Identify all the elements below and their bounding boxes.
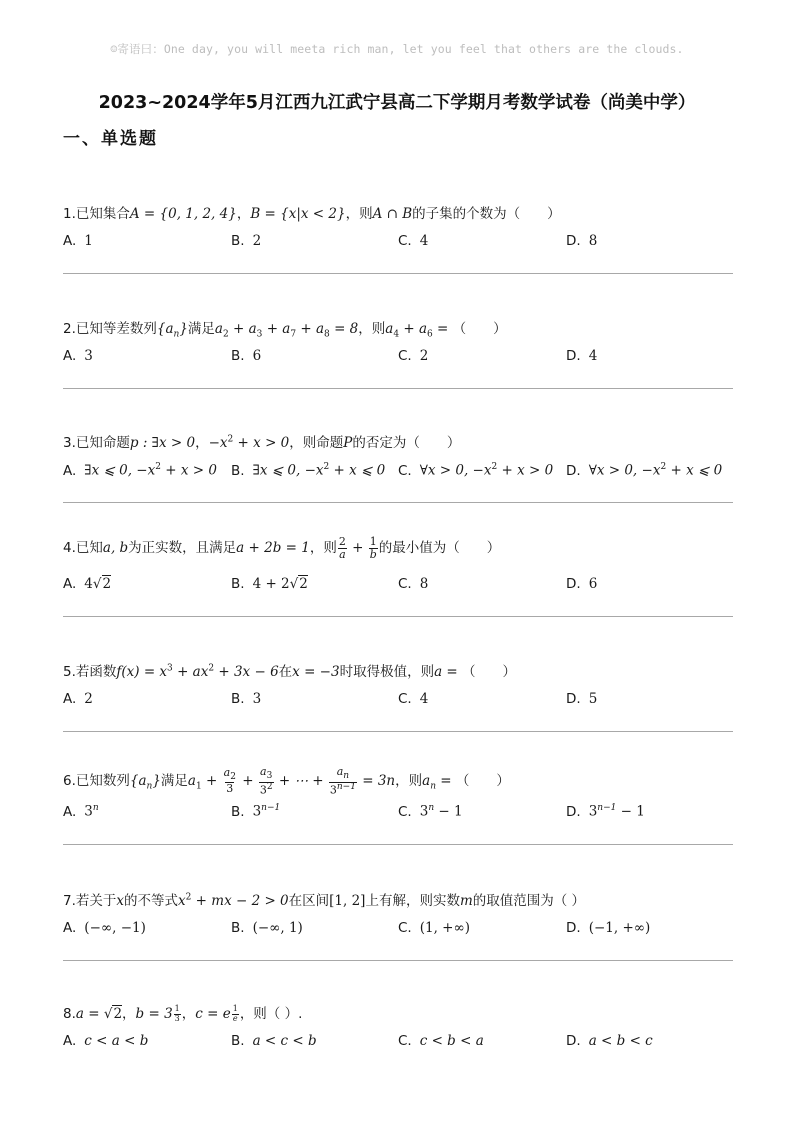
question-stem: 6.已知数列$\{a_n\}$满足$a_1$ + $\frac{a_2}{3}$ + $\frac{a_3}{3^2}$ + ⋯ + $\frac{a_n}{3^{n-1}}$ = 3n，则$a_n$ = （ ） [63, 765, 510, 797]
option-c[interactable]: C. 4 [398, 691, 429, 707]
fraction: $\frac{a_2}{3}$ [223, 765, 236, 796]
option-c[interactable]: C. 4 [398, 233, 429, 249]
answer-options [0, 348, 794, 368]
question-stem: 1.已知集合A = {0, 1, 2, 4}，B = {x|x < 2}，则A ∩ B的子集的个数为（ ） [63, 206, 561, 222]
question-divider [63, 388, 733, 389]
answer-options [0, 691, 794, 711]
option-b[interactable]: B. $3^{n-1}$ [231, 803, 281, 820]
motto-header: ☺寄语曰：One day, you will meeta rich man, let you feel that others are the clouds. [110, 42, 684, 56]
question-7 [0, 889, 794, 999]
exam-title: 2023~2024学年5月江西九江武宁县高二下学期月考数学试卷（尚美中学） [98, 93, 696, 113]
question-1 [0, 202, 794, 312]
fraction-exponent: $\frac{1}{3}$ [174, 1004, 180, 1023]
question-stem: 2.已知等差数列$\{a_n\}$满足$a_2 + a_3 + a_7 + a_8 = 8$，则$a_4 + a_6$ = （ ） [63, 321, 507, 340]
question-6 [0, 765, 794, 880]
option-b[interactable]: B. (−∞, 1) [231, 920, 303, 936]
question-stem: 8.a = √2，b = 3 $\frac{1}{3}$ ，c = e $\frac{1}{e}$ ，则（ ）. [63, 1004, 303, 1023]
answer-options [0, 233, 794, 253]
answer-options [0, 803, 794, 823]
question-5 [0, 660, 794, 770]
question-3 [0, 431, 794, 541]
option-c[interactable]: C. 8 [398, 576, 429, 592]
option-d[interactable]: D. (−1, +∞) [566, 920, 651, 936]
question-8 [0, 1002, 794, 1112]
option-b[interactable]: B. 2 [231, 233, 262, 249]
option-d[interactable]: D. 5 [566, 691, 598, 707]
question-divider [63, 616, 733, 617]
option-b[interactable]: B. a < c < b [231, 1033, 317, 1049]
question-divider [63, 844, 733, 845]
answer-options [0, 1033, 794, 1053]
option-a[interactable]: A. (−∞, −1) [63, 920, 146, 936]
fraction: $\frac{1}{b}$ [369, 535, 377, 561]
option-b[interactable]: B. 6 [231, 348, 262, 364]
option-c[interactable]: C. ∀x > 0, $-x^2 + x > 0$ [398, 462, 554, 479]
question-divider [63, 960, 733, 961]
option-a[interactable]: A. 2 [63, 691, 93, 707]
option-d[interactable]: D. $3^{n-1} - 1$ [566, 803, 645, 820]
option-a[interactable]: A. 1 [63, 233, 93, 249]
question-divider [63, 731, 733, 732]
question-divider [63, 502, 733, 503]
section-heading: 一、单选题 [63, 129, 158, 149]
question-4 [0, 535, 794, 650]
option-a[interactable]: A. 4√2 [63, 576, 112, 592]
option-b[interactable]: B. ∃x ⩽ 0, $-x^2 + x$ ⩽ 0 [231, 462, 386, 479]
fraction: $\frac{a_n}{3^{n-1}}$ [329, 765, 356, 797]
answer-options [0, 576, 794, 596]
question-2 [0, 317, 794, 427]
option-c[interactable]: C. (1, +∞) [398, 920, 470, 936]
question-stem: 5.若函数$f(x) = x^3 + ax^2 + 3x - 6$在x = −3时取得极值，则a = （ ） [63, 663, 517, 680]
option-a[interactable]: A. c < a < b [63, 1033, 149, 1049]
option-d[interactable]: D. a < b < c [566, 1033, 653, 1049]
option-a[interactable]: A. 3 [63, 348, 93, 364]
fraction-exponent: $\frac{1}{e}$ [232, 1004, 238, 1023]
option-d[interactable]: D. 4 [566, 348, 598, 364]
option-b[interactable]: B. 3 [231, 691, 262, 707]
option-d[interactable]: D. ∀x > 0, $-x^2 + x$ ⩽ 0 [566, 462, 723, 479]
option-c[interactable]: C. $3^n - 1$ [398, 803, 463, 820]
question-stem: 3.已知命题p : ∃x > 0，$-x^2 + x > 0$，则命题P的否定为（ ） [63, 434, 461, 451]
fraction: $\frac{2}{a}$ [338, 535, 346, 561]
option-c[interactable]: C. 2 [398, 348, 429, 364]
option-a[interactable]: A. ∃x ⩽ 0, $-x^2 + x > 0$ [63, 462, 217, 479]
question-stem: 7.若关于x的不等式$x^2$ + mx − 2 > 0在区间[1, 2]上有解，则实数m的取值范围为（ ） [63, 892, 586, 909]
question-divider [63, 273, 733, 274]
option-a[interactable]: A. 3$^n$ [63, 803, 99, 820]
option-d[interactable]: D. 6 [566, 576, 598, 592]
answer-options [0, 462, 794, 482]
question-stem: 4.已知a, b为正实数，且满足a + 2b = 1，则 $\frac{2}{a}$ + $\frac{1}{b}$ 的最小值为（ ） [63, 535, 501, 561]
option-b[interactable]: B. 4 + 2√2 [231, 576, 308, 592]
answer-options [0, 920, 794, 940]
option-d[interactable]: D. 8 [566, 233, 598, 249]
fraction: $\frac{a_3}{3^2}$ [259, 765, 273, 797]
option-c[interactable]: C. c < b < a [398, 1033, 484, 1049]
